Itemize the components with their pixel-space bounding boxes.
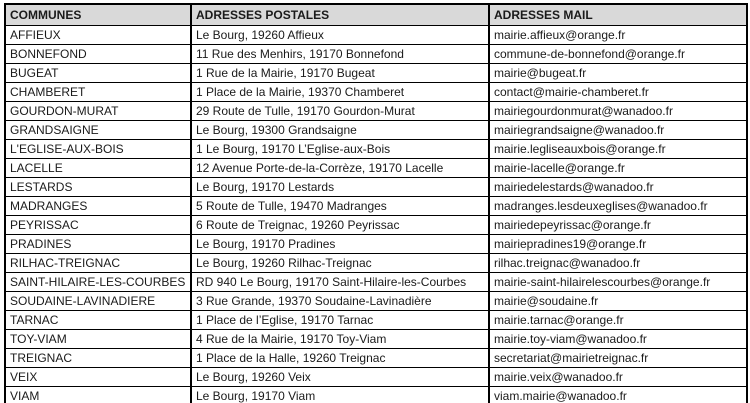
address-cell: 1 Le Bourg, 19170 L’Eglise-aux-Bois — [191, 140, 489, 159]
column-header-adresses-postales: ADRESSES POSTALES — [191, 4, 489, 26]
commune-cell: PRADINES — [5, 235, 191, 254]
commune-cell: SOUDAINE-LAVINADIERE — [5, 292, 191, 311]
table-row — [5, 387, 747, 403]
address-cell: Le Bourg, 19260 Veix — [191, 368, 489, 387]
commune-cell: SAINT-HILAIRE-LES-COURBES — [5, 273, 191, 292]
email-cell: mairiedepeyrissac@orange.fr — [489, 216, 747, 235]
commune-cell: GRANDSAIGNE — [5, 121, 191, 140]
email-cell: commune-de-bonnefond@orange.fr — [489, 45, 747, 64]
table-row — [5, 64, 747, 83]
commune-cell: L'EGLISE-AUX-BOIS — [5, 140, 191, 159]
address-cell: 5 Route de Tulle, 19470 Madranges — [191, 197, 489, 216]
email-cell: mairie.legliseauxbois@orange.fr — [489, 140, 747, 159]
table-row — [5, 197, 747, 216]
address-cell: 3 Rue Grande, 19370 Soudaine-Lavinadière — [191, 292, 489, 311]
commune-cell: PEYRISSAC — [5, 216, 191, 235]
table-row — [5, 311, 747, 330]
address-cell: 1 Place de l’Eglise, 19170 Tarnac — [191, 311, 489, 330]
commune-cell: CHAMBERET — [5, 83, 191, 102]
table-body — [5, 26, 747, 403]
email-cell: mairie.veix@wanadoo.fr — [489, 368, 747, 387]
commune-cell: LACELLE — [5, 159, 191, 178]
address-cell: Le Bourg, 19260 Affieux — [191, 26, 489, 45]
table-row — [5, 121, 747, 140]
email-cell: mairie-lacelle@orange.fr — [489, 159, 747, 178]
address-cell: 1 Place de la Mairie, 19370 Chamberet — [191, 83, 489, 102]
address-cell: Le Bourg, 19170 Lestards — [191, 178, 489, 197]
email-cell: mairiegourdonmurat@wanadoo.fr — [489, 102, 747, 121]
table-row — [5, 273, 747, 292]
commune-cell: LESTARDS — [5, 178, 191, 197]
commune-cell: RILHAC-TREIGNAC — [5, 254, 191, 273]
address-cell: 1 Rue de la Mairie, 19170 Bugeat — [191, 64, 489, 83]
address-cell: 29 Route de Tulle, 19170 Gourdon-Murat — [191, 102, 489, 121]
email-cell: mairiegrandsaigne@wanadoo.fr — [489, 121, 747, 140]
header-row — [5, 4, 747, 26]
table-row — [5, 83, 747, 102]
email-cell: mairie-saint-hilairelescourbes@orange.fr — [489, 273, 747, 292]
email-cell: rilhac.treignac@wanadoo.fr — [489, 254, 747, 273]
email-cell: mairie.toy-viam@wanadoo.fr — [489, 330, 747, 349]
email-cell: secretariat@mairietreignac.fr — [489, 349, 747, 368]
table-row — [5, 330, 747, 349]
address-cell: Le Bourg, 19300 Grandsaigne — [191, 121, 489, 140]
email-cell: mairie@soudaine.fr — [489, 292, 747, 311]
column-header-communes: COMMUNES — [5, 4, 191, 26]
table-row — [5, 26, 747, 45]
commune-cell: VEIX — [5, 368, 191, 387]
table-row — [5, 45, 747, 64]
table-header — [5, 4, 747, 26]
address-cell: Le Bourg, 19260 Rilhac-Treignac — [191, 254, 489, 273]
table-row — [5, 140, 747, 159]
commune-cell: BUGEAT — [5, 64, 191, 83]
address-cell: 6 Route de Treignac, 19260 Peyrissac — [191, 216, 489, 235]
email-cell: mairiedelestards@wanadoo.fr — [489, 178, 747, 197]
address-cell: RD 940 Le Bourg, 19170 Saint-Hilaire-les-Courbes — [191, 273, 489, 292]
address-cell: 11 Rue des Menhirs, 19170 Bonnefond — [191, 45, 489, 64]
column-header-adresses-mail: ADRESSES MAIL — [489, 4, 747, 26]
communes-table — [4, 3, 748, 403]
commune-cell: MADRANGES — [5, 197, 191, 216]
table-row — [5, 292, 747, 311]
commune-cell: TREIGNAC — [5, 349, 191, 368]
table-row — [5, 235, 747, 254]
address-cell: Le Bourg, 19170 Viam — [191, 387, 489, 403]
address-cell: 12 Avenue Porte-de-la-Corrèze, 19170 Lacelle — [191, 159, 489, 178]
commune-cell: BONNEFOND — [5, 45, 191, 64]
commune-cell: TARNAC — [5, 311, 191, 330]
email-cell: madranges.lesdeuxeglises@wanadoo.fr — [489, 197, 747, 216]
commune-cell: AFFIEUX — [5, 26, 191, 45]
address-cell: 1 Place de la Halle, 19260 Treignac — [191, 349, 489, 368]
table-row — [5, 102, 747, 121]
table-row — [5, 178, 747, 197]
email-cell: mairiepradines19@orange.fr — [489, 235, 747, 254]
commune-cell: VIAM — [5, 387, 191, 403]
table-row — [5, 254, 747, 273]
address-cell: 4 Rue de la Mairie, 19170 Toy-Viam — [191, 330, 489, 349]
table-row — [5, 349, 747, 368]
commune-cell: GOURDON-MURAT — [5, 102, 191, 121]
address-cell: Le Bourg, 19170 Pradines — [191, 235, 489, 254]
commune-cell: TOY-VIAM — [5, 330, 191, 349]
email-cell: mairie.affieux@orange.fr — [489, 26, 747, 45]
email-cell: mairie.tarnac@orange.fr — [489, 311, 747, 330]
table-row — [5, 216, 747, 235]
table-row — [5, 368, 747, 387]
table-row — [5, 159, 747, 178]
email-cell: contact@mairie-chamberet.fr — [489, 83, 747, 102]
email-cell: viam.mairie@wanadoo.fr — [489, 387, 747, 403]
email-cell: mairie@bugeat.fr — [489, 64, 747, 83]
